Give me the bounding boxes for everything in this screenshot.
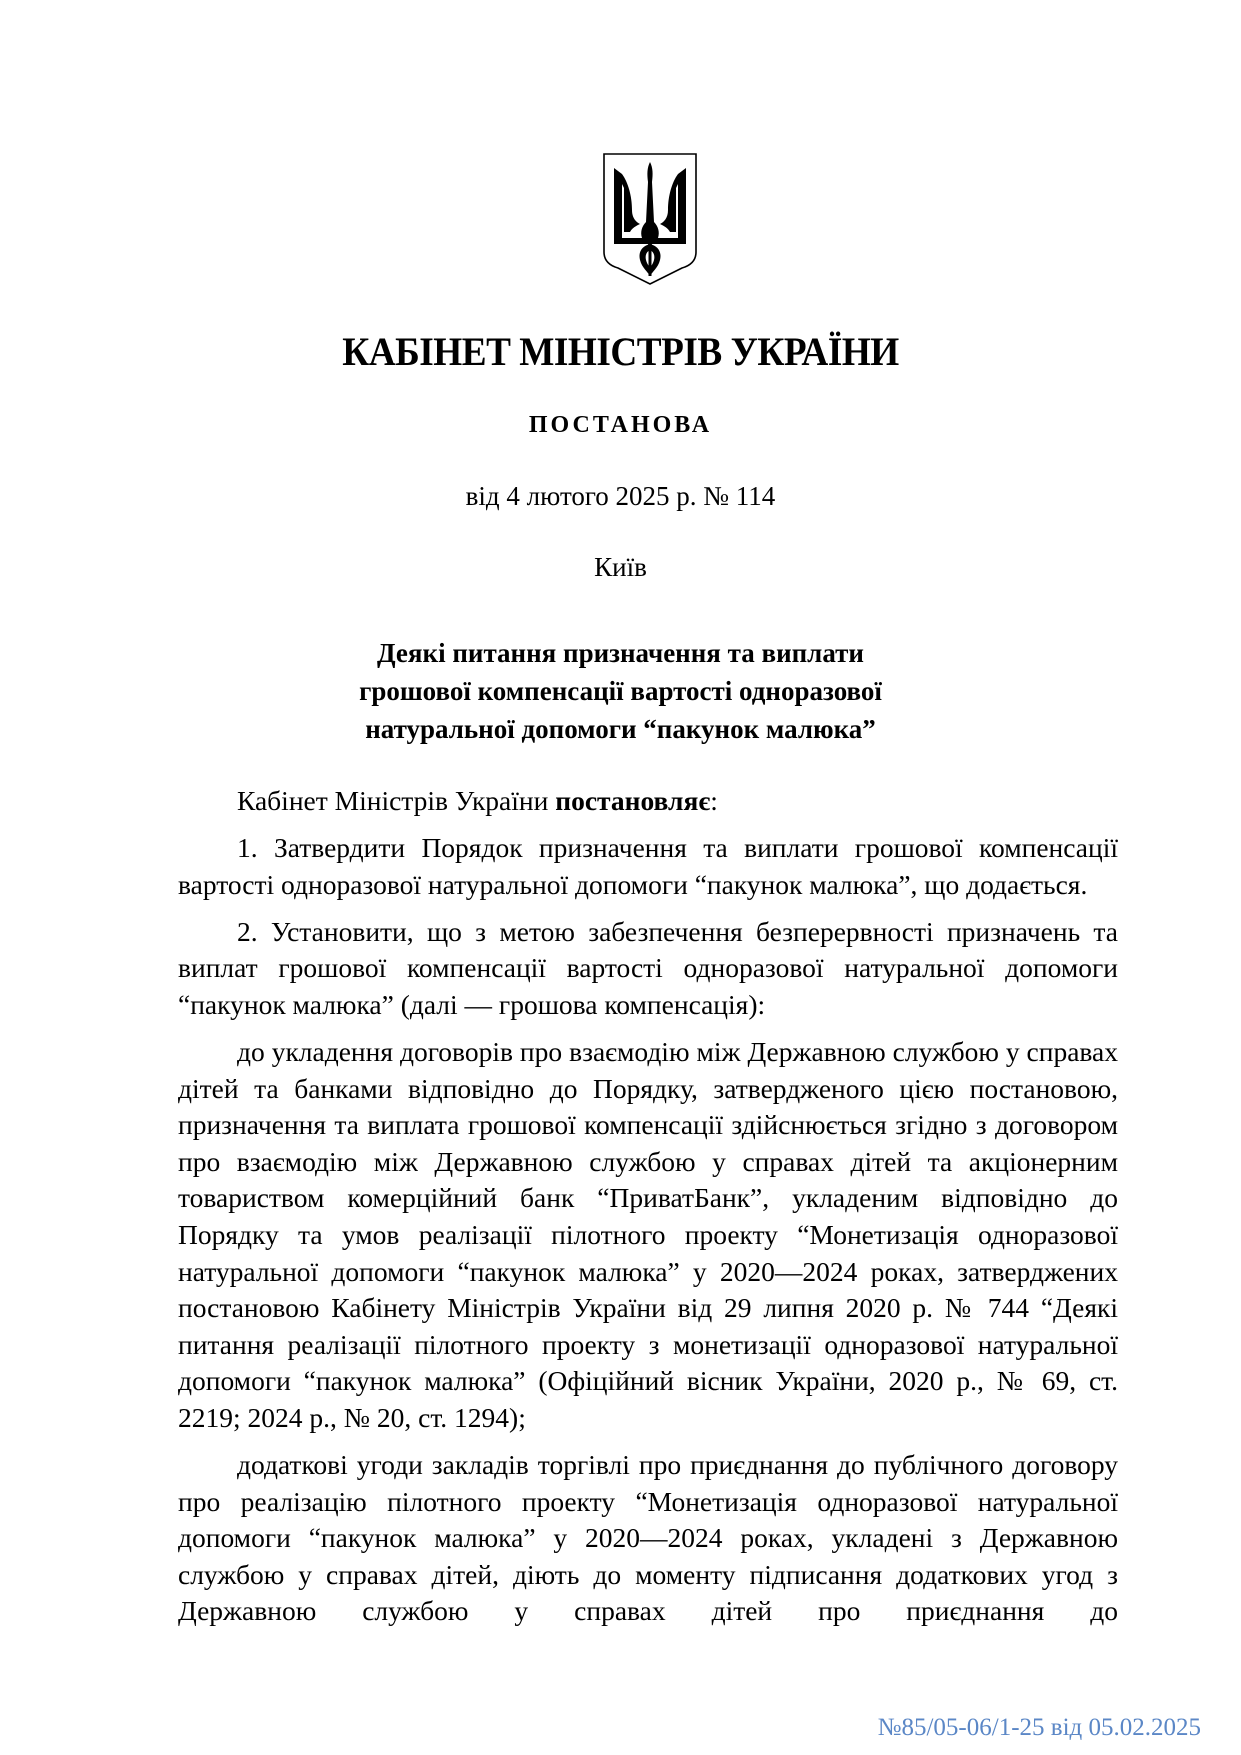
preamble-verb: постановляє [555,785,711,816]
paragraph-2: 2. Установити, що з метою забезпечення безперервності призначень та виплат грошової компенсації вартості одноразової натуральної допомоги “пакунок малюка” (далі — грошова компенсація): [178,915,1118,1020]
preamble-prefix: Кабінет Міністрів України [237,785,556,816]
document-title [0,634,1241,748]
document-type: ПОСТАНОВА [528,412,713,438]
title-line: грошової компенсації вартості одноразової [359,676,882,706]
document-city: Київ [594,552,647,582]
registration-stamp: №85/05-06/1-25 від 05.02.2025 [877,1714,1201,1741]
title-line: натуральної допомоги “пакунок малюка” [365,714,876,744]
document-body [178,783,1118,1641]
preamble [178,783,1118,820]
document-date-number: від 4 лютого 2025 р. № 114 [465,481,776,511]
paragraph-1: 1. Затвердити Порядок призначення та виплати грошової компенсації вартості одноразової натуральної допомоги “пакунок малюка”, що додається. [178,832,1118,900]
coat-of-arms-icon [602,152,698,286]
paragraph-2-subclause-2: додаткові угоди закладів торгівлі про приєднання до публічного договору про реалізацію пілотного проекту “Монетизація одноразової натуральної допомоги “пакунок малюка” у 2020—2024 роках, укладені з Державною службою у справах дітей, діють до моменту підписання додаткових угод з Державною службою у справах дітей про приєднання до [178,1449,1118,1627]
title-line: Деякі питання призначення та виплати [377,638,864,668]
preamble-suffix: : [710,785,718,816]
paragraph-2-subclause-1: до укладення договорів про взаємодію між Державною службою у справах дітей та банками відповідно до Порядку, затвердженого цією постановою, призначення та виплата грошової компенсації здійснюється згідно з договором про взаємодію між Державною службою у справах дітей та акціонерним товариством комерційний банк “ПриватБанк”, укладеним відповідно до Порядку та умов реалізації пілотного проекту “Монетизація одноразової натуральної допомоги “пакунок малюка” у 2020—2024 роках, затверджених постановою Кабінету Міністрів України від 29 липня 2020 р. № 744 “Деякі питання реалізації пілотного проекту з монетизації одноразової натуральної допомоги “пакунок малюка” (Офіційний вісник України, 2020 р., № 69, ст. 2219; 2024 р., № 20, ст. 1294); [178,1036,1118,1433]
authority-heading: КАБІНЕТ МІНІСТРІВ УКРАЇНИ [342,329,899,374]
